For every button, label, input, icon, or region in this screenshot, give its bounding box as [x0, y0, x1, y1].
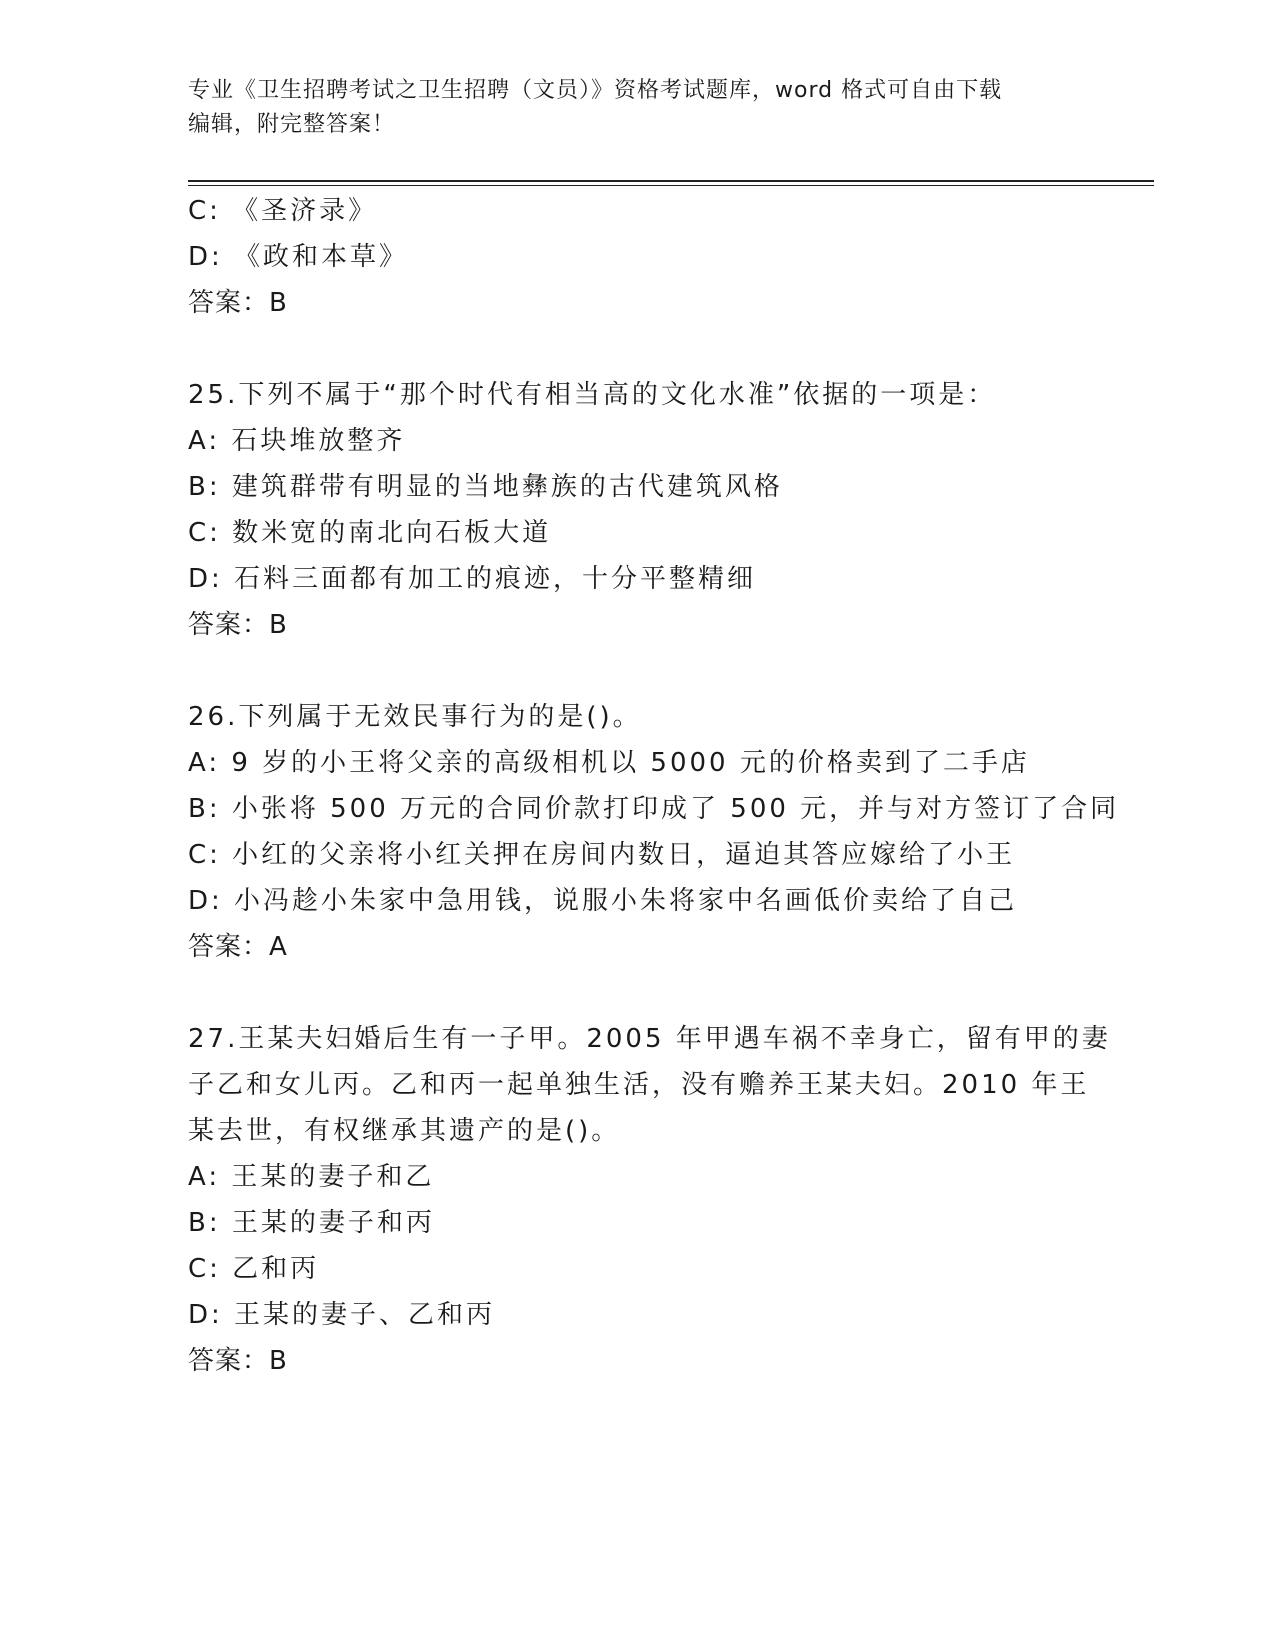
answer-value: B	[269, 610, 288, 640]
option-c: C: 《圣济录》	[188, 196, 378, 226]
header-divider-thick	[188, 180, 1154, 182]
option-b: B: 小张将 500 万元的合同价款打印成了 500 元，并与对方签订了合同	[188, 794, 1120, 824]
question-27	[188, 1016, 1111, 1384]
answer-value: B	[269, 1346, 288, 1376]
answer-value: A	[269, 932, 288, 962]
option-d: D: 小冯趁小朱家中急用钱，说服小朱将家中名画低价卖给了自己	[188, 886, 1018, 916]
answer-label: 答案：	[188, 1346, 270, 1376]
question-stem: 26.下列属于无效民事行为的是()。	[188, 702, 642, 732]
option-b: B: 建筑群带有明显的当地彝族的古代建筑风格	[188, 472, 783, 502]
document-header	[188, 74, 1078, 142]
answer-line	[188, 280, 1088, 326]
answer-label: 答案：	[188, 288, 270, 318]
header-divider-thin	[188, 185, 1154, 186]
question-stem-line-3: 某去世，有权继承其遗产的是()。	[188, 1116, 621, 1146]
option-d: D: 王某的妻子、乙和丙	[188, 1300, 496, 1330]
spacer	[188, 648, 1088, 694]
option-b: B: 王某的妻子和丙	[188, 1208, 435, 1238]
option-c: C: 数米宽的南北向石板大道	[188, 518, 552, 548]
header-line-1: 专业《卫生招聘考试之卫生招聘（文员）》资格考试题库，word 格式可自由下载	[188, 78, 1003, 103]
answer-label: 答案：	[188, 932, 270, 962]
answer-line	[188, 924, 1088, 970]
question-24-tail	[188, 188, 1088, 326]
option-a: A: 9 岁的小王将父亲的高级相机以 5000 元的价格卖到了二手店	[188, 748, 1030, 778]
answer-line	[188, 602, 1088, 648]
question-25	[188, 372, 1088, 648]
question-stem: 25.下列不属于“那个时代有相当高的文化水准”依据的一项是：	[188, 380, 997, 410]
question-26	[188, 694, 1120, 970]
spacer	[188, 326, 1088, 372]
answer-value: B	[269, 288, 288, 318]
option-a: A: 王某的妻子和乙	[188, 1162, 435, 1192]
answer-line	[188, 1338, 1088, 1384]
option-d: D: 石料三面都有加工的痕迹，十分平整精细	[188, 564, 757, 594]
option-a: A: 石块堆放整齐	[188, 426, 406, 456]
option-c: C: 乙和丙	[188, 1254, 320, 1284]
spacer	[188, 970, 1088, 1016]
answer-label: 答案：	[188, 610, 270, 640]
question-stem-line-1: 27.王某夫妇婚后生有一子甲。2005 年甲遇车祸不幸身亡，留有甲的妻	[188, 1024, 1111, 1054]
header-line-2: 编辑，附完整答案！	[188, 112, 396, 137]
option-c: C: 小红的父亲将小红关押在房间内数日，逼迫其答应嫁给了小王	[188, 840, 1016, 870]
question-list	[188, 188, 1120, 1384]
option-d: D: 《政和本草》	[188, 242, 409, 272]
question-stem-line-2: 子乙和女儿丙。乙和丙一起单独生活，没有赡养王某夫妇。2010 年王	[188, 1070, 1090, 1100]
